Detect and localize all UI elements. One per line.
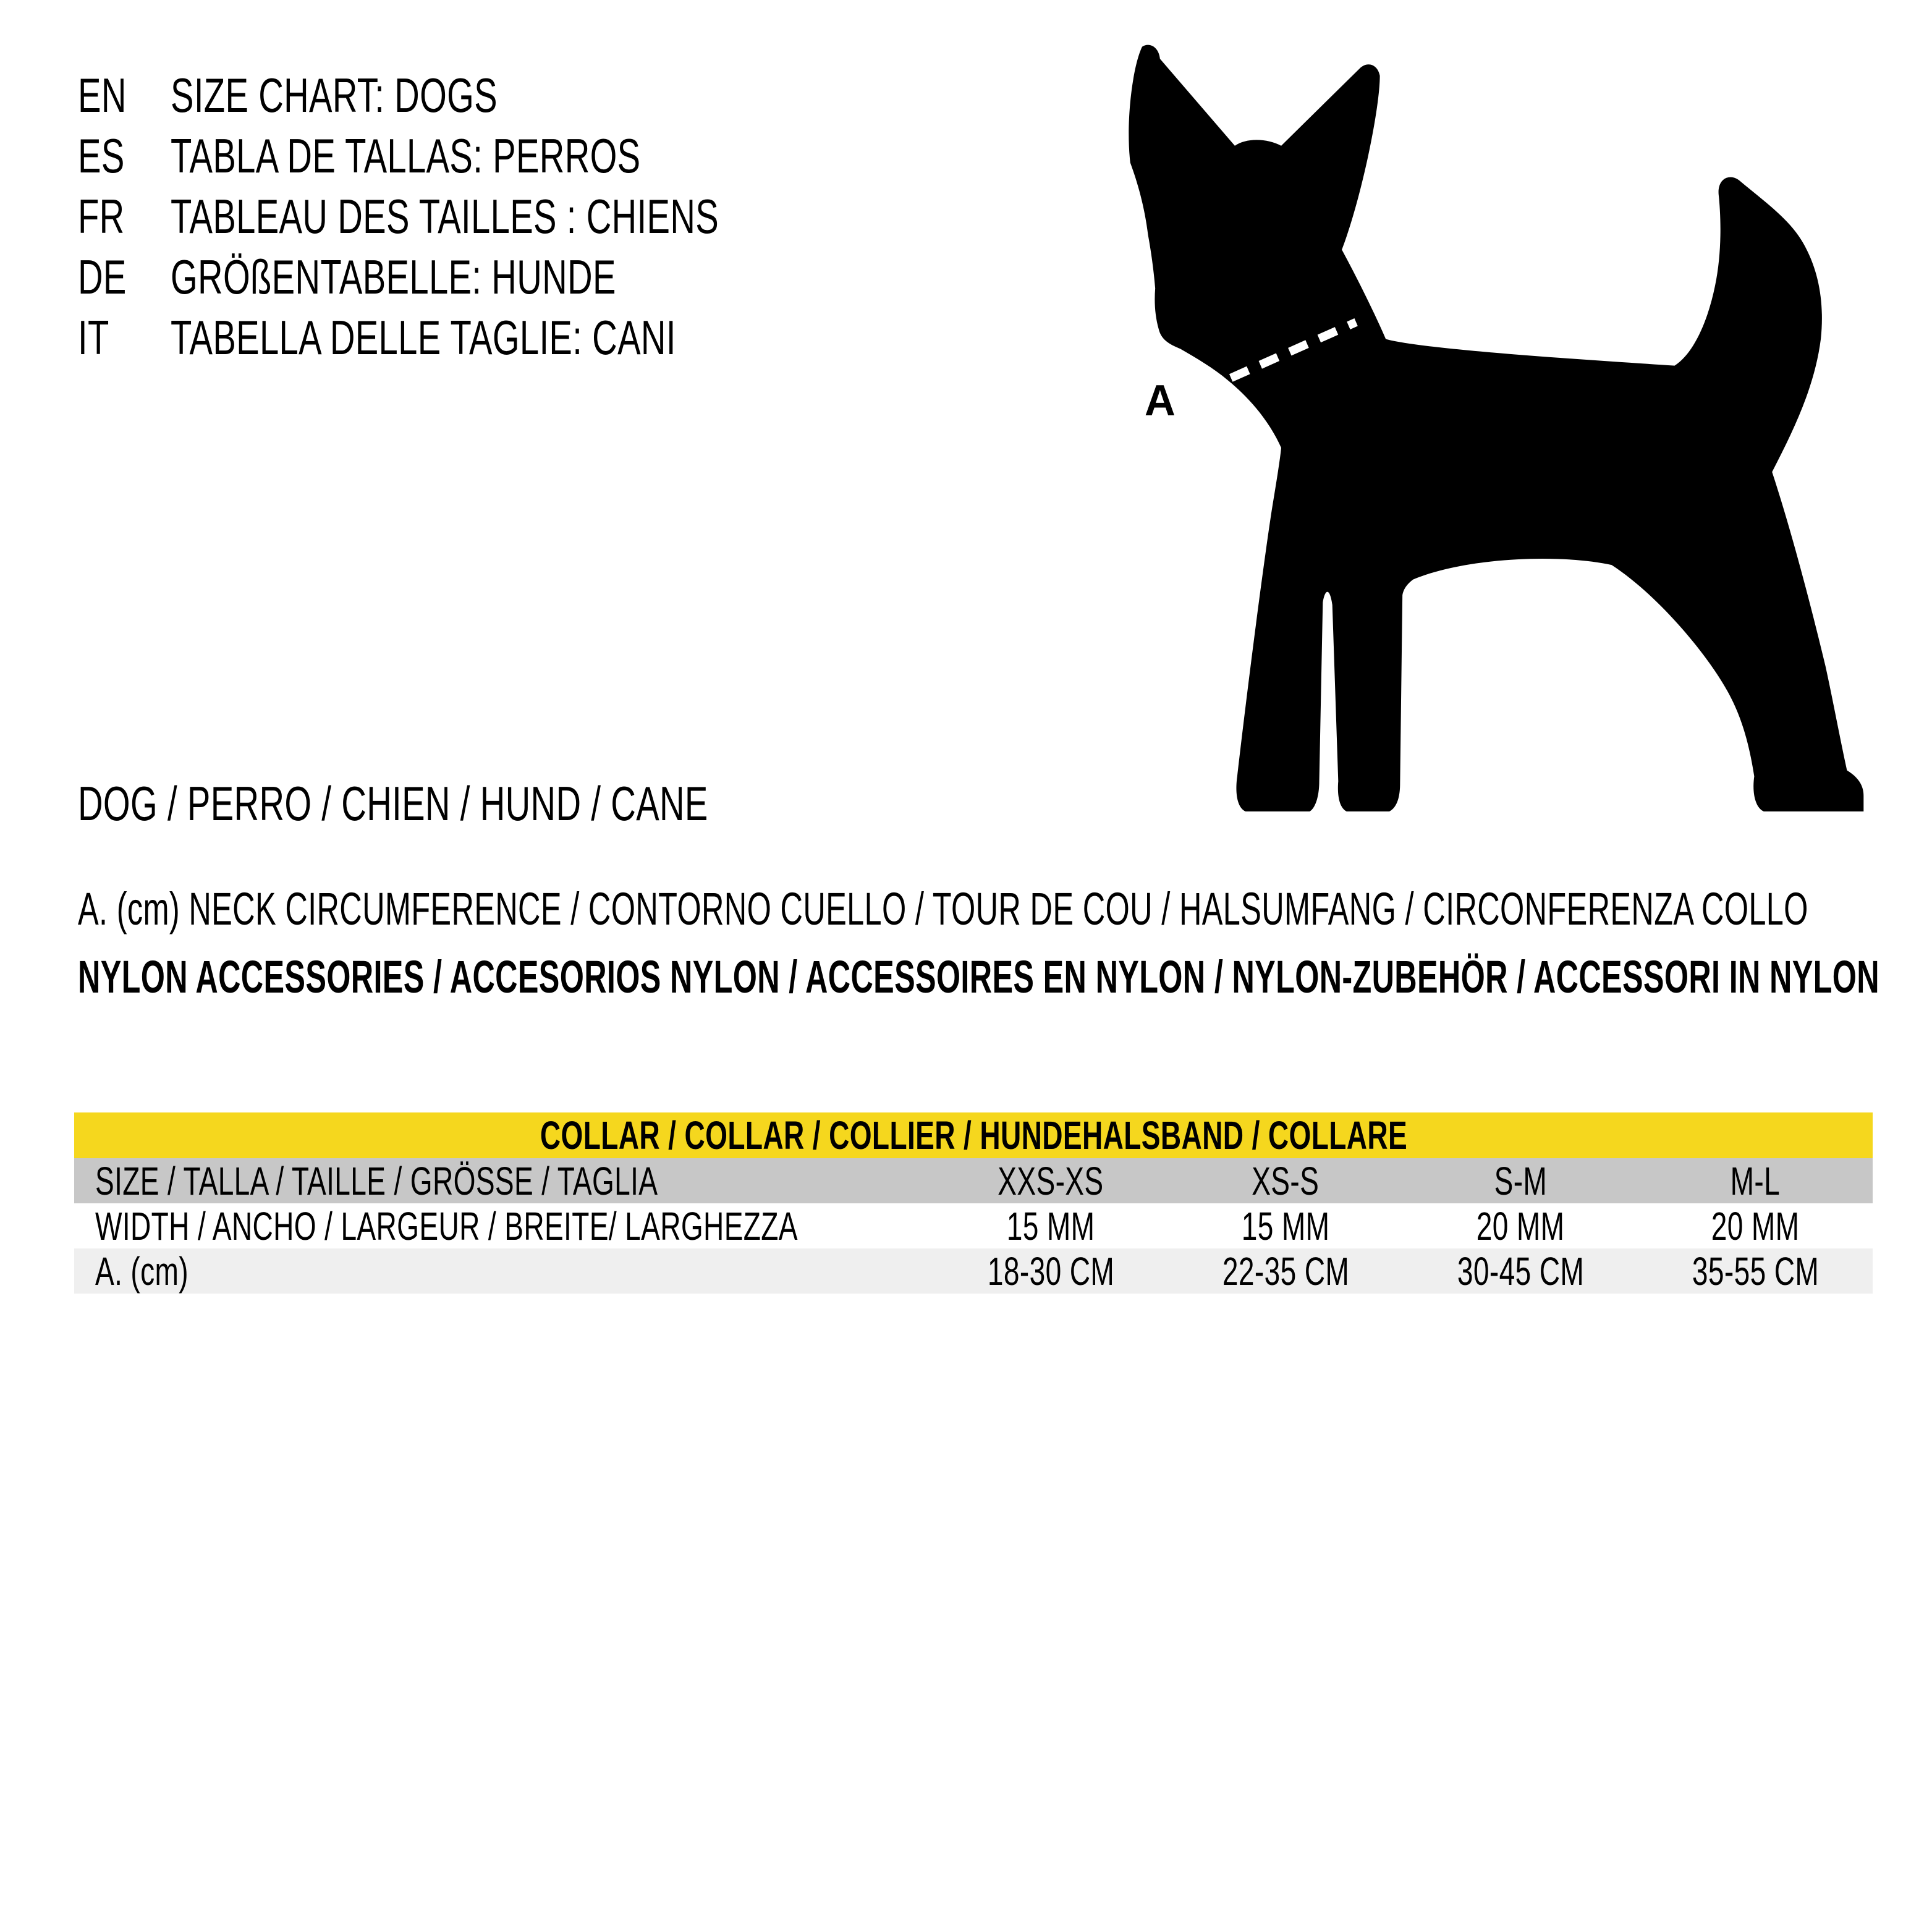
width-value: 15 MM [1241,1204,1330,1248]
measurement-note-text: A. (cm) NECK CIRCUMFERENCE / CONTORNO CUELLO / TOUR DE COU / HALSUMFANG / CIRCONFERENZA COLLO [78,883,1808,934]
dog-silhouette [1129,45,1863,811]
row-label: WIDTH / ANCHO / LARGEUR / BREITE/ LARGHEZZA [95,1204,798,1248]
row-label: A. (cm) [95,1249,189,1294]
table-title: COLLAR / COLLAR / COLLIER / HUNDEHALSBAND / COLLARE [540,1113,1407,1158]
width-value: 15 MM [1006,1204,1095,1248]
width-value: 20 MM [1476,1204,1565,1248]
dog-silhouette-svg [1111,37,1884,834]
lang-code: FR [78,189,125,244]
lang-row-it [78,307,932,368]
table-row-size [74,1158,1873,1203]
language-title-list [78,65,932,368]
lang-row-de [78,247,932,307]
measure-label-a: A [1144,376,1176,425]
neck-value: 18-30 CM [987,1249,1114,1294]
neck-value: 35-55 CM [1692,1249,1819,1294]
dog-caption [78,773,953,834]
lang-code: DE [78,249,127,304]
sheet-title-de: GRÖßENTABELLE: HUNDE [171,249,616,304]
sheet-title-fr: TABLEAU DES TAILLES : CHIENS [171,189,719,244]
material-note-text: NYLON ACCESSORIES / ACCESORIOS NYLON / ACCESSOIRES EN NYLON / NYLON-ZUBEHÖR / ACCESSORI IN NYLON [78,951,1879,1002]
row-label: SIZE / TALLA / TAILLE / GRÖSSE / TAGLIA [95,1159,658,1203]
lang-row-en [78,65,932,125]
table-row-width [74,1203,1873,1248]
sheet-title-it: TABELLA DELLE TAGLIE: CANI [171,310,676,365]
size-value: S-M [1494,1159,1547,1203]
dog-figure [1111,37,1884,834]
sheet-title-en: SIZE CHART: DOGS [171,67,498,122]
table-header [74,1112,1873,1158]
table-row-neck [74,1248,1873,1294]
neck-value: 22-35 CM [1222,1249,1349,1294]
lang-code: EN [78,67,127,122]
measurement-note [78,881,1932,937]
collar-size-table [74,1112,1873,1294]
size-value: XXS-XS [998,1159,1104,1203]
width-value: 20 MM [1711,1204,1800,1248]
lang-code: ES [78,128,125,183]
size-value: M-L [1730,1159,1781,1203]
material-note [78,949,1932,1005]
sheet-title-es: TABLA DE TALLAS: PERROS [171,128,641,183]
size-value: XS-S [1252,1159,1320,1203]
lang-row-fr [78,186,932,247]
neck-value: 30-45 CM [1457,1249,1584,1294]
dog-caption-text: DOG / PERRO / CHIEN / HUND / CANE [78,776,708,831]
lang-row-es [78,125,932,186]
lang-code: IT [78,310,109,365]
